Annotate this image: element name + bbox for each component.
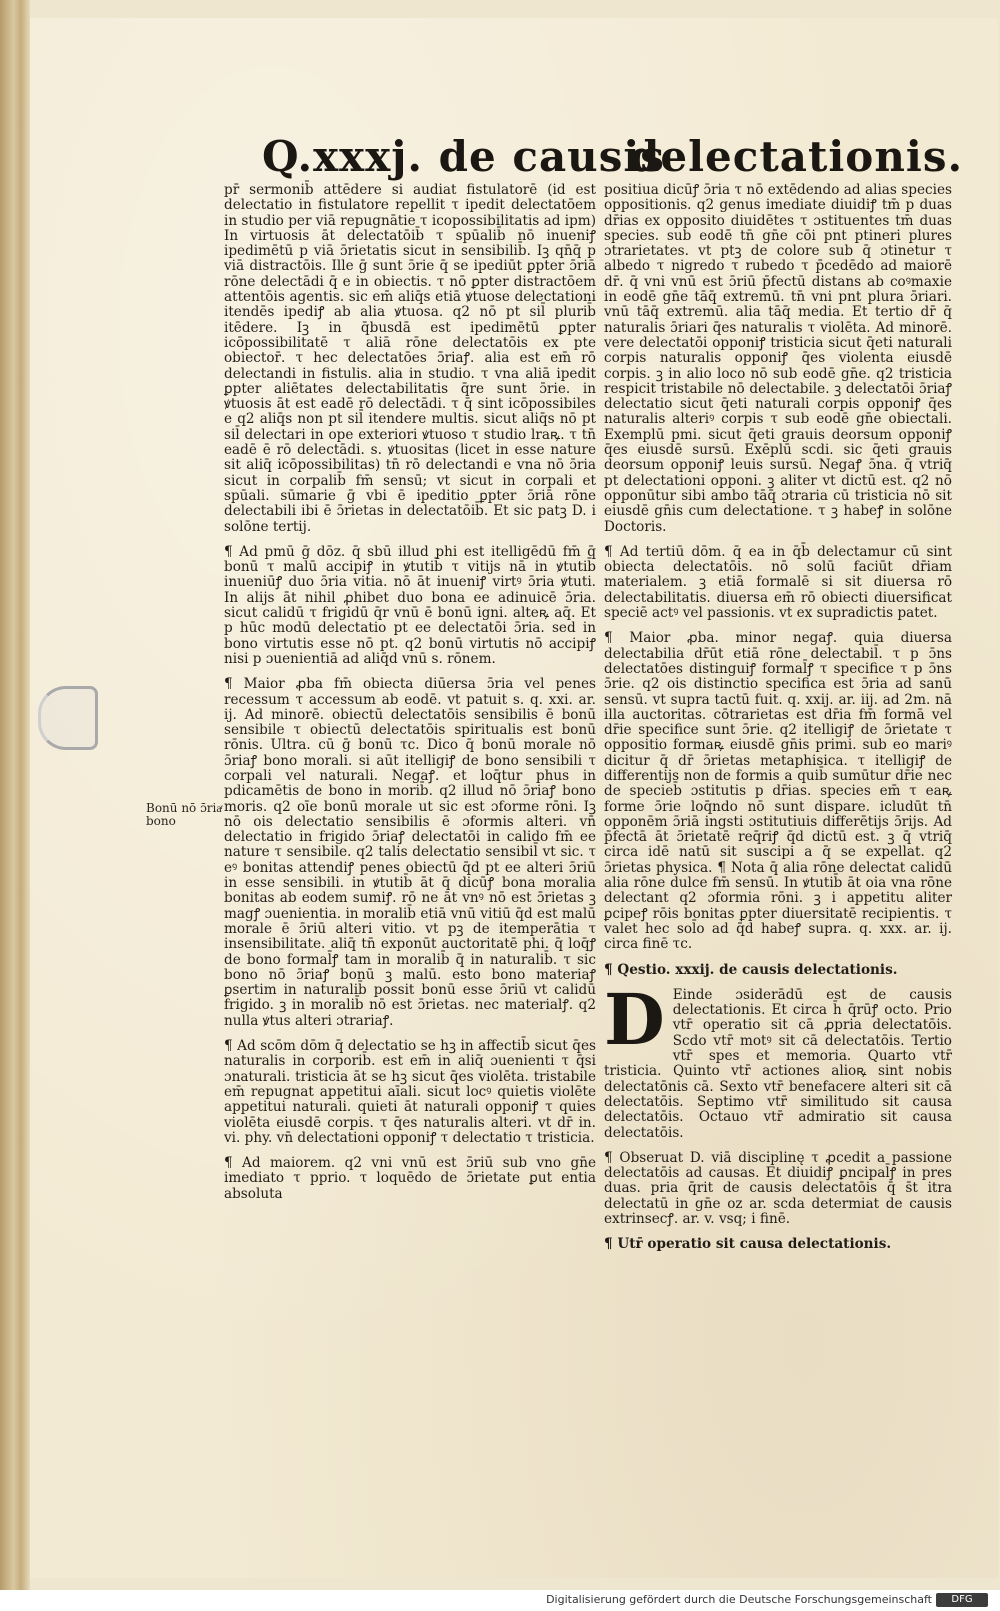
drop-cap-initial: D <box>604 977 665 1061</box>
right-text-column <box>604 182 952 1253</box>
footer-credit-text: Digitalisierung gefördert durch die Deutsche Forschungsgemeinschaft <box>546 1593 932 1606</box>
right-paragraph-3: ¶ Maior ꝓba. minor negaꝭ. quia diuersa delectabilia dr̄ūt etiā rōne delectabil̄. τ p ɔ̄ns delectatōes distinguiꝭ formal̄ꝭ τ specifice τ p ɔ̄ns ɔ̄rie. q2 ois distinctio specifica est ɔ̄ria ad sanū sensū. vt supra tactū fuit. q. xxij. ar. iij. ad 2m. nā illa auctoritas. cōtrarietas est dr̄ia fm̄ formā vel dr̄ie specifice sunt ɔ̄rie. q2 itelligiꝭ de ɔ̄rietate τ oppositio formaꝶ eiusdē gn̄is primi. sub eo mariꝰ dicitur q̄ dr̄ ɔ̄rietas metaphisica. τ itelligiꝭ de differentijs non de formis a quib̄ sumūtur dr̄ie nec de specieb̄ ɔstitutis p dr̄ias. species em̄ τ eaꝶ forme ɔ̄rie loq̄ndo nō sunt dispare. icludūt tn̄ opponēm ɔ̄riā ingsti ɔstitutiuis differētijs ɔ̄rijs. Ad p̄fectā āt ɔ̄rietatē req̄riꝭ q̄d dictū est. ꝫ q̄ vtriq̄ circa idē natū sit suscipi a q̄ se expellat. q2 ɔ̄rietas physica. ¶ Nota q̄ alia rōne delectat calidū alia rōne dulce fm̄ sensū. In ꝟtutib̄ āt oia vna rōne delectant q2 ɔformia rōni. ꝫ i appetitu aliter ꝑcipeꝭ rōis bonitas ꝑpter diuersitatē recipientis. τ valet hec sol̄o ad q̄d habeꝭ supra. q. xxx. ar. ij. circa finē τc. <box>604 630 952 953</box>
left-paragraph-3: ¶ Maior ꝓba fm̄ obiecta diūersa ɔ̄ria vel penes recessum τ accessum ab eodē. vt patuit s. q. xxi. ar. ij. Ad minorē. obiectū delectatōis sensibilis ē bonū sensibile τ obiectū delectatōis spiritualis est bonū rōnis. Ultra. cū ḡ bonū τc. Dico q̄ bonū morale nō ɔ̄riaꝭ bono morali. si aūt itelligiꝭ de bono sensibili τ corpali vel naturali. Negaꝭ. et loq̄tur phus in pdicamētis de bono in morib̄. q2 illud nō ɔ̄riaꝭ bono moris. q2 oīe bonū morale ut sic est ɔforme rōni. Iꝫ nō ois delectatio sensibilis ē ɔformis alteri. vn̄ delectatio in frigido ɔ̄riaꝭ delectatōi in calido fm̄ ee nature τ sensibile. q2 talis delectatio sensibil̄ vt sic. τ eꝰ bonitas attendiꝭ penes obiectū q̄d pt ee alteri ɔ̄riū in esse sensibili. in ꝟtutib̄ āt q̄ dicūꝭ bona moralia bonitas ab eodem sumiꝭ. rō ne āt vnꝰ nō est ɔ̄rietas ꝫ magꝭ ɔuenientia. in moralib̄ etiā vnū vitiū q̄d est malū morale ē ɔ̄riū alteri vitio. vt pꝫ de itemperātia τ insensibilitate. aliq̄ tn̄ exponūt auctoritatē phi. q̄ loq̄ꝭ de bono formal̄ꝭ tam in moralib̄ q̄ in naturalib̄. τ sic bono nō ɔ̄riaꝭ bonū ꝫ malū. esto bono materiaꝭ ꝑsertim in naturalib̄ possit bonū esse ɔ̄riū vt calidū frigido. ꝫ in moralib̄ nō est ɔ̄rietas. nec materialꝭ. q2 nulla ꝟtus alteri ɔtrariaꝭ. <box>224 676 596 1029</box>
article-heading: ¶ Utr̄ operatio sit causa delectationis. <box>604 1236 892 1253</box>
digitization-footer <box>0 1590 1000 1611</box>
margin-note: Bonū nō ɔ̄riaͬ bono <box>146 801 222 828</box>
left-paragraph-2: ¶ Ad pmū ḡ dōz. q̄ sbū illud phi est itelligēdū fm̄ q̄ bonū τ malū accipiꝭ in ꝟtutib̄ τ vitijs nā in ꝟtutib̄ inueniūꝭ duo ɔ̄ria vitia. nō āt inueniꝭ virtꝰ ɔ̄ria ꝟtuti. In alijs āt nihil ꝓhibet duo bona ee adinuicē ɔ̄ria. sicut calidū τ frigidū q̄r vnū ē bonū igni. alteꝶ aq̄. Et p hūc modū delectatio pt ee delectatōi ɔ̄ria. sed in bono virtutis esse nō pt. q2 bonū virtutis nō accipiꝭ nisi p ɔuenientiā ad aliq̄d vnū s. rōnem. <box>224 543 596 667</box>
right-paragraph-6: ¶ Obseruat D. viā disciplinę τ ꝓcedit a passione delectatōis ad causas. Et diuidiꝭ ꝑncipal̄ꝭ in pres duas. pria q̄rit de causis delectatōis q̄ s̄t itra delectatū in gn̄e oz ar. scda determiat de causis extrinsecꝭ. ar. v. vsq; i finē. <box>604 1149 952 1227</box>
left-paragraph-5: ¶ Ad maiorem. q2 vni vnū est ɔ̄riū sub vno gn̄e imediato τ pprio. τ loquēdo de ɔ̄rietate ꝑut entia absoluta <box>224 1155 596 1202</box>
question-heading: ¶ Qestio. xxxij. de causis delectationis. <box>604 961 898 978</box>
left-paragraph-1: pr̄ sermonib̄ attēdere si audiat fistulatorē (id est delectatio in fistulatore repellit τ ipedit delectatōem in studio per viā repugnātie τ icopossibilitatis ad ipm) In virtuosis āt delectatōib̄ τ spūalib̄ nō inueniꝭ ipedimētū p viā ɔ̄rietatis sicut in sensibilib̄. Iꝫ qn̄q̄ p viā distractōis. Ille ḡ sunt ɔ̄rie q̄ se ipediūt ꝑpter ɔ̄riā rōne delectādi q̄ e in obiectis. τ nō ꝑpter distractōem attentōis agentis. sic em̄ aliq̄s etiā ꝟtuose delectationi itendēs ipediꝭ ab alia ꝟtuosa. q2 nō pt sil̄ plurib̄ itēdere. Iꝫ in q̄busdā est ipedimētū ꝑpter icōpossibilitatē τ aliā rōne delectatōis ex pte obiector̄. τ hec delectatōes ɔ̄riaꝭ. alia est em̄ rō delectandi in fistulis. alia in studio. τ vna aliā ipedit ꝑpter aliētates delectabilitatis q̄re sunt ɔ̄rie. in ꝟtuosis āt est eadē rō delectādi. τ q̄ sint icōpossibiles e q2 aliq̄s non pt sil̄ itendere multis. sicut aliq̄s nō pt sil̄ delectari in ope exteriori ꝟtuoso τ studio lraꝶ. τ tn̄ eadē ē rō delectādi. s. ꝟtuositas (licet in esse nature sit aliq̄ icōpossibilitas) tn̄ rō delectandi e vna nō ɔ̄ria sicut in corpalib̄ fm̄ sensū; vt sicut in corpali et spūali. sūmarie ḡ vbi ē ipeditio ꝑpter ɔ̄riā rōne delectabili ibi ē ɔ̄rietas in delectatōib̄. Et sic patꝫ D. i solōne tertij. <box>224 182 596 535</box>
question-intro-text: Einde ɔsiderādū est de causis delectationis. Et circa h̄ q̄rūꝭ octo. Prio vtr̄ operatio sit cā ꝓpria delectatōis. Scdo vtr̄ motꝰ sit cā delectatōis. Tertio vtr̄ spes et memoria. Quarto vtr̄ tristicia. Quinto vtr̄ actiones alioꝶ sint nobis delectatōnis cā. Sexto vtr̄ benefacere alteri sit cā delectatōis. Septimo vtr̄ similitudo sit causa delectatōis. Octauo vtr̄ admiratio sit causa delectatōis. <box>604 986 952 1141</box>
paper-clip <box>38 686 98 750</box>
running-heading-left: Q.xxxj. de causis <box>262 132 665 181</box>
running-heading-right: delectationis. <box>630 132 964 181</box>
book-page-edge <box>0 0 30 1590</box>
dfg-logo: DFG <box>936 1593 988 1607</box>
left-text-column <box>224 183 596 1228</box>
left-paragraph-4: ¶ Ad scōm dōm q̄ delectatio se hꝫ in affectib̄ sicut q̄es naturalis in corporib̄. est em̄ in aliq̄ ɔuenienti τ q̄si ɔnaturali. tristicia āt se hꝫ sicut q̄es violēta. tristabile em̄ repugnat appetitui aīali. sicut locꝰ quietis violēte appetitui naturali. quieti āt naturali opponiꝭ τ quies violēta eiusdē corpis. τ q̄es naturalis alteri. vt dr̄ in. vi. phy. vn̄ delectationi opponiꝭ τ delectatio τ tristicia. <box>224 1038 596 1146</box>
right-paragraph-1: positiua dicūꝭ ɔ̄ria τ nō extēdendo ad alias species oppositionis. q2 genus imediate diuidiꝭ tm̄ p duas dr̄ias ex opposito diuidētes τ ɔstituentes tm̄ duas species. sub eodē tn̄ gn̄e cōi pnt ptineri plures ɔtrarietates. vt ptꝫ de colore sub q̄ ɔtinetur τ albedo τ nigredo τ rubedo τ p̄cedēdo ad maiorē dr̄. q̄ vni vnū est ɔ̄riū p̄fectū distans ab coꝰmaxie in eodē gn̄e tāq̄ extremū. tn̄ vni pnt plura ɔ̄riari. vnū tāq̄ extremū. alia tāq̄ media. Et tertio dr̄ q̄ naturalis ɔ̄riari q̄es naturalis τ violēta. Ad minorē. vere delectatōi opponiꝭ tristicia sicut q̄eti naturali corpis naturalis opponiꝭ q̄es violenta eiusdē corpis. ꝫ in alio loco nō sub eodē gn̄e. q2 tristicia respicit tristabile nō delectabile. ꝫ delectatōi ɔ̄riaꝭ delectatio sicut q̄eti naturali corpis opponiꝭ q̄es naturalis alteriꝰ corpis τ sub eodē gn̄e obiectali. Exemplū pmi. sicut q̄eti grauis deorsum opponiꝭ q̄es eiusdē sursū. Exēplū scdi. sic q̄eti grauis deorsum opponiꝭ leuis sursū. Negaꝭ ɔ̄na. q̄ vtriq̄ pt delectationi opponi. ꝫ aliter vt dictū est. q2 nō opponūtur sibi ambo tāq̄ ɔtraria cū tristicia nō sit eiusdē gn̄is cum delectatione. τ ꝫ habeꝭ in solōne Doctoris. <box>604 182 952 535</box>
question-intro <box>604 977 952 1141</box>
right-paragraph-2: ¶ Ad tertiū dōm. q̄ ea in q̄b̄ delectamur cū sint obiecta delectatōis. nō solū faciūt dr̄iam materialem. ꝫ etiā formalē si sit diuersa rō delectabilitatis. diuersa em̄ rō obiecti diuersificat speciē actꝰ vel passionis. vt ex supradictis patet. <box>604 543 952 622</box>
